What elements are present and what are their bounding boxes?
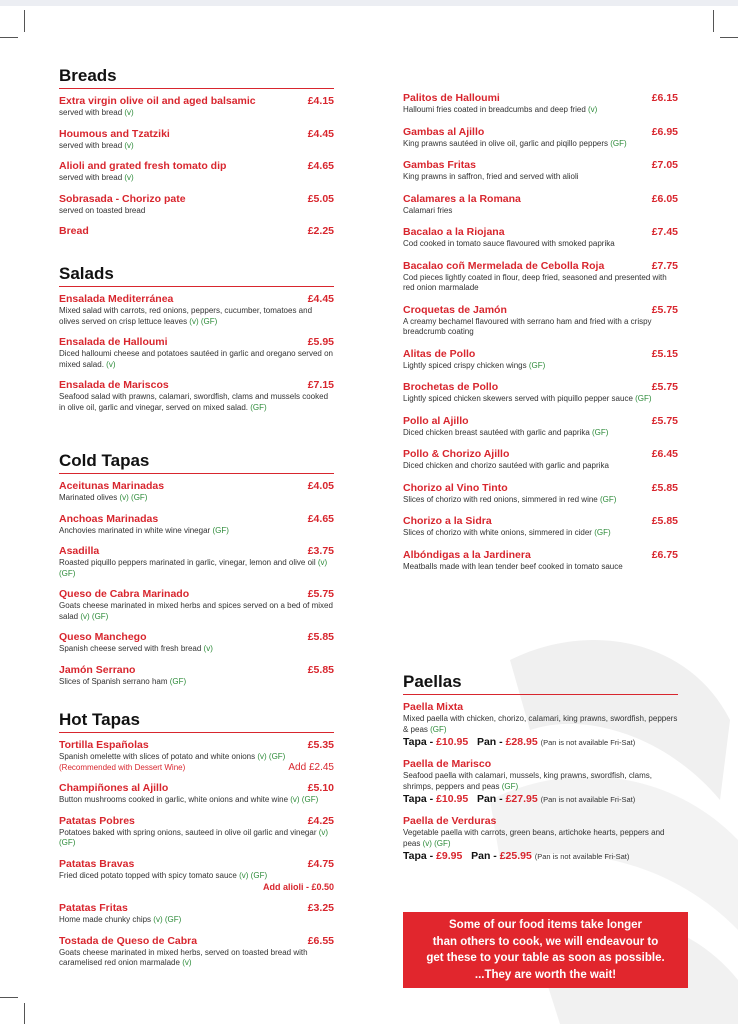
item-name: Asadilla — [59, 545, 100, 557]
menu-item — [59, 128, 334, 152]
item-description — [59, 752, 334, 773]
right-column — [403, 92, 678, 582]
menu-item-row — [59, 739, 334, 752]
paella-prices — [403, 849, 678, 864]
item-price: £7.75 — [651, 259, 678, 272]
dietary-tags: (v) — [124, 140, 134, 150]
crop-mark — [24, 10, 25, 32]
menu-item — [59, 160, 334, 184]
paella-item — [403, 758, 678, 807]
item-name: Pollo al Ajillo — [403, 414, 469, 427]
dietary-tags: (GF) — [501, 781, 519, 791]
menu-item — [59, 815, 334, 849]
section-title: Hot Tapas — [59, 710, 140, 729]
dietary-tags: (v) (GF) — [59, 558, 328, 578]
dietary-tags: (GF) — [212, 525, 229, 535]
dietary-tags: (GF) — [594, 528, 611, 537]
dietary-tags: (GF) — [635, 394, 652, 403]
menu-item — [403, 348, 678, 372]
menu-item — [59, 935, 334, 969]
description-text: Cod pieces lightly coated in flour, deep fried, seasoned and presented with red onion marmalade — [403, 272, 667, 292]
menu-item-row — [59, 480, 334, 493]
item-name: Champiñones al Ajillo — [59, 782, 169, 794]
recommendation: (Recommended with Dessert Wine) — [59, 762, 186, 772]
menu-item — [403, 381, 678, 405]
item-description — [403, 771, 678, 792]
pan-note: (Pan is not available Fri-Sat) — [540, 738, 636, 747]
paella-item — [403, 815, 678, 864]
description-text: Home made chunky chips — [59, 915, 152, 924]
item-name: Patatas Fritas — [59, 902, 128, 914]
menu-item — [59, 225, 334, 238]
item-price: £5.95 — [307, 336, 334, 348]
description-text: A creamy bechamel flavoured with serrano ham and fried with a crispy breadcrumb coating — [403, 316, 652, 336]
menu-item — [403, 448, 678, 472]
item-name: Tostada de Queso de Cabra — [59, 934, 198, 947]
item-description — [59, 558, 334, 579]
item-name: Bacalao a la Riojana — [403, 226, 505, 238]
item-name: Paella Mixta — [403, 701, 464, 713]
item-price: £4.05 — [307, 480, 334, 492]
menu-item-row — [403, 515, 678, 528]
menu-item-row — [59, 782, 334, 795]
breads-list — [59, 95, 334, 238]
dietary-tags: (v) (GF) — [239, 870, 268, 880]
item-description — [403, 139, 678, 150]
tapa-label: Tapa - — [403, 850, 434, 862]
paellas-list — [403, 701, 678, 864]
menu-item — [59, 336, 334, 370]
menu-item — [403, 482, 678, 506]
description-text: Button mushrooms cooked in garlic, white onions and white wine — [59, 795, 289, 804]
item-name: Sobrasada - Chorizo pate — [59, 192, 186, 205]
dietary-tags: (v) — [124, 173, 134, 182]
item-name: Gambas al Ajillo — [403, 125, 485, 138]
menu-item-row — [403, 482, 678, 495]
item-name: Bread — [59, 225, 89, 237]
menu-item-row — [59, 902, 334, 915]
description-text: Diced chicken breast sautéed with garlic and paprika — [403, 427, 590, 437]
menu-item-row — [59, 588, 334, 601]
description-text: Calamari fries — [403, 205, 453, 215]
item-name: Tortilla Españolas — [59, 739, 149, 751]
item-price: £5.05 — [307, 192, 334, 205]
menu-item-row — [403, 92, 678, 105]
section-rule — [403, 694, 678, 695]
dietary-tags: (v) (GF) — [422, 838, 451, 848]
pan-price: £27.95 — [505, 793, 538, 805]
menu-item-row — [59, 513, 334, 526]
item-description — [403, 361, 678, 372]
description-text: Slices of Spanish serrano ham — [59, 676, 168, 686]
menu-item-row — [403, 549, 678, 562]
item-description — [59, 948, 334, 969]
item-price: £7.45 — [651, 226, 678, 238]
description-text: Goats cheese marinated in mixed herbs, served on toasted bread with caramelised red onion marmalade — [59, 947, 308, 967]
item-price: £5.85 — [307, 631, 334, 643]
menu-item-row — [59, 225, 334, 238]
menu-item — [59, 513, 334, 537]
menu-item-row — [403, 448, 678, 461]
dietary-tags: (v) (GF) — [189, 316, 218, 326]
section-rule — [59, 286, 334, 287]
cold-tapas-list — [59, 480, 334, 687]
menu-item-row — [59, 858, 334, 871]
description-text: Meatballs made with lean tender beef cooked in tomato sauce — [403, 561, 623, 571]
item-description — [403, 239, 678, 250]
menu-item-row — [403, 381, 678, 394]
description-text: Seafood paella with calamari, mussels, king prawns, swordfish, clams, shrimps, peppers and peas — [403, 771, 652, 791]
menu-item-row — [59, 336, 334, 349]
item-name: Patatas Pobres — [59, 814, 135, 827]
description-text: served with bread — [59, 140, 123, 150]
dietary-tags: (GF) — [169, 676, 187, 686]
menu-item — [403, 415, 678, 439]
crop-mark — [720, 37, 738, 38]
item-description — [403, 172, 678, 183]
menu-item — [403, 260, 678, 294]
item-name: Palitos de Halloumi — [403, 92, 500, 104]
pan-label: Pan - — [476, 736, 503, 748]
item-price: £5.75 — [651, 303, 678, 316]
description-text: Anchovies marinated in white wine vinegar — [59, 525, 211, 535]
description-text: Mixed salad with carrots, red onions, peppers, cucumber, tomatoes and olives served on crisp lettuce leaves — [59, 306, 313, 326]
dietary-tags: (v) (GF) — [59, 827, 329, 847]
item-price: £6.75 — [651, 548, 678, 561]
menu-item-row — [403, 226, 678, 239]
menu-item-row — [403, 304, 678, 317]
item-name: Anchoas Marinadas — [59, 512, 159, 525]
item-description — [59, 141, 334, 152]
left-column — [59, 66, 334, 967]
cold-tapas-section — [59, 451, 334, 696]
item-name: Alioli and grated fresh tomato dip — [59, 160, 227, 172]
item-price: £5.85 — [651, 481, 678, 494]
salads-list — [59, 293, 334, 413]
item-description — [403, 394, 678, 405]
item-price: £7.15 — [307, 379, 334, 391]
item-price: £5.75 — [307, 588, 334, 600]
item-description — [59, 173, 334, 184]
menu-item-row — [59, 193, 334, 206]
item-name: Albóndigas a la Jardinera — [403, 548, 531, 561]
menu-item-row — [403, 126, 678, 139]
description-text: Diced chicken and chorizo sautéed with garlic and paprika — [403, 461, 609, 470]
item-name: Houmous and Tzatziki — [59, 127, 170, 140]
item-description — [59, 108, 334, 119]
item-name: Jamón Serrano — [59, 663, 136, 676]
item-name: Bacalao coñ Mermelada de Cebolla Roja — [403, 259, 605, 272]
crop-mark — [24, 1003, 25, 1024]
description-text: Vegetable paella with carrots, green beans, artichoke hearts, peppers and peas — [403, 828, 665, 848]
description-text: Lightly spiced chicken skewers served with piquillo pepper sauce — [403, 394, 633, 403]
item-name: Queso Manchego — [59, 631, 147, 643]
dietary-tags: (v) — [203, 644, 213, 653]
description-text: served on toasted bread — [59, 205, 146, 215]
dietary-tags: (GF) — [599, 494, 617, 504]
dietary-tags: (v) (GF) — [80, 611, 109, 621]
item-price: £7.05 — [651, 159, 678, 171]
crop-mark — [0, 37, 18, 38]
item-name: Ensalada de Mariscos — [59, 379, 169, 391]
item-description — [403, 105, 678, 116]
tapa-price: £10.95 — [436, 793, 469, 805]
item-description — [59, 677, 334, 688]
description-text: served with bread — [59, 108, 123, 117]
item-description — [59, 306, 334, 327]
item-price: £6.95 — [651, 125, 678, 138]
dietary-tags: (GF) — [592, 427, 609, 437]
notice-line: than others to cook, we will endeavour to — [432, 935, 659, 948]
menu-item — [59, 545, 334, 579]
menu-item-row — [403, 193, 678, 206]
item-price: £5.75 — [651, 414, 678, 427]
item-description — [59, 392, 334, 413]
item-price: £6.45 — [651, 448, 678, 460]
dietary-tags: (GF) — [250, 402, 267, 412]
hot-tapas-section — [59, 710, 334, 978]
menu-item-row — [59, 815, 334, 828]
crop-mark — [0, 997, 18, 998]
dietary-tags: (v) (GF) — [290, 795, 319, 804]
item-name: Patatas Bravas — [59, 857, 135, 870]
description-text: Roasted piquillo peppers marinated in garlic, vinegar, lemon and olive oil — [59, 558, 316, 567]
menu-item — [59, 631, 334, 655]
menu-item-row — [59, 664, 334, 677]
description-text: Spanish cheese served with fresh bread — [59, 644, 202, 653]
item-description — [403, 461, 678, 472]
hot-tapas-list — [59, 739, 334, 969]
item-name: Pollo & Chorizo Ajillo — [403, 448, 510, 460]
item-price: £6.15 — [651, 92, 678, 104]
tapa-price: £9.95 — [436, 850, 463, 862]
item-price: £5.85 — [307, 663, 334, 676]
pan-note: (Pan is not available Fri-Sat) — [534, 852, 630, 861]
paella-item — [403, 701, 678, 750]
menu-item — [403, 159, 678, 183]
menu-item — [403, 304, 678, 338]
dietary-tags: (v) (GF) — [257, 752, 286, 761]
item-description — [403, 428, 678, 439]
item-price: £3.25 — [307, 902, 334, 914]
menu-item — [59, 379, 334, 413]
section-title: Salads — [59, 264, 114, 283]
crop-mark — [713, 10, 714, 32]
menu-item-row — [59, 935, 334, 948]
item-price: £4.65 — [307, 512, 334, 525]
item-price: £4.25 — [307, 814, 334, 827]
paella-prices — [403, 792, 678, 807]
addon-price: Add £2.45 — [288, 761, 334, 773]
description-text: Seafood salad with prawns, calamari, swordfish, clams and mussels cooked in olive oil, garlic and vinegar, served on mixed salad. — [59, 392, 329, 412]
menu-item-row — [59, 545, 334, 558]
item-description — [403, 828, 678, 849]
menu-item-row — [59, 95, 334, 108]
item-price: £5.15 — [651, 347, 678, 360]
salads-section — [59, 264, 334, 422]
item-price: £5.75 — [651, 381, 678, 393]
description-text: Marinated olives — [59, 493, 118, 502]
menu-item-row — [403, 348, 678, 361]
tapa-label: Tapa - — [403, 793, 434, 805]
pan-label: Pan - — [476, 793, 503, 805]
menu-item — [59, 293, 334, 327]
description-text: Lightly spiced crispy chicken wings — [403, 360, 527, 370]
menu-item — [59, 858, 334, 894]
menu-item-row — [403, 415, 678, 428]
item-description — [59, 601, 334, 622]
menu-item — [403, 515, 678, 539]
menu-item-row — [59, 631, 334, 644]
description-text: Goats cheese marinated in mixed herbs and spices served on a bed of mixed salad — [59, 601, 333, 621]
description-text: Potatoes baked with spring onions, sauteed in olive oil garlic and vinegar — [59, 827, 317, 837]
menu-item-row — [59, 379, 334, 392]
right-tapas-list — [403, 92, 678, 572]
notice-box — [403, 912, 688, 988]
dietary-tags: (GF) — [610, 138, 627, 148]
description-text: Cod cooked in tomato sauce flavoured with smoked paprika — [403, 239, 615, 248]
item-description — [59, 915, 334, 926]
dietary-tags: (GF) — [528, 360, 546, 370]
description-text: Halloumi fries coated in breadcumbs and deep fried — [403, 105, 586, 114]
menu-item — [403, 549, 678, 573]
menu-item-row — [59, 160, 334, 173]
item-name: Brochetas de Pollo — [403, 381, 499, 393]
dietary-tags: (GF) — [430, 724, 447, 734]
item-price: £6.05 — [651, 192, 678, 205]
description-text: served with bread — [59, 173, 123, 182]
item-price: £6.55 — [307, 934, 334, 947]
menu-item — [59, 480, 334, 504]
item-description — [403, 317, 678, 338]
section-rule — [59, 88, 334, 89]
item-name: Gambas Fritas — [403, 159, 476, 171]
top-bar — [0, 0, 738, 6]
item-description — [59, 644, 334, 655]
notice-line: get these to your table as soon as possible. — [426, 952, 665, 964]
pan-price: £28.95 — [505, 736, 538, 748]
breads-section — [59, 66, 334, 238]
item-price: £2.25 — [307, 225, 334, 237]
description-text: Slices of chorizo with white onions, simmered in cider — [403, 528, 592, 537]
description-text: Spanish omelette with slices of potato and white onions — [59, 752, 256, 761]
section-title: Paellas — [403, 672, 462, 691]
item-description — [59, 871, 334, 882]
menu-item — [59, 664, 334, 688]
dietary-tags: (v) — [588, 105, 598, 114]
menu-item-row — [59, 293, 334, 306]
item-name: Paella de Verduras — [403, 815, 497, 827]
menu-item — [59, 588, 334, 622]
item-price: £4.45 — [307, 293, 334, 305]
item-name: Extra virgin olive oil and aged balsamic — [59, 95, 256, 107]
item-price: £5.85 — [651, 515, 678, 527]
item-name: Ensalada Mediterránea — [59, 293, 174, 305]
menu-item-row — [59, 128, 334, 141]
description-text: Diced halloumi cheese and potatoes sautéed in garlic and oregano served on mixed salad. — [59, 349, 333, 369]
description-text: Fried diced potato topped with spicy tomato sauce — [59, 870, 237, 880]
item-description — [59, 206, 334, 217]
description-text: King prawns sautéed in olive oil, garlic and piqillo peppers — [403, 138, 609, 148]
item-name: Croquetas de Jamón — [403, 303, 507, 316]
tapa-label: Tapa - — [403, 736, 434, 748]
pan-price: £25.95 — [499, 850, 532, 862]
item-name: Aceitunas Marinadas — [59, 480, 165, 492]
menu-item — [59, 782, 334, 806]
menu-item — [403, 126, 678, 150]
item-description — [59, 828, 334, 849]
section-rule — [59, 473, 334, 474]
menu-item — [59, 739, 334, 773]
menu-item-row — [403, 260, 678, 273]
item-description — [59, 493, 334, 504]
menu-item — [403, 226, 678, 250]
addon-note: Add alioli - £0.50 — [262, 882, 334, 892]
dietary-tags: (v) — [182, 958, 192, 967]
item-description — [403, 206, 678, 217]
item-description — [403, 495, 678, 506]
paellas-section — [403, 672, 678, 872]
item-description — [59, 349, 334, 370]
item-name: Calamares a la Romana — [403, 192, 521, 205]
menu-item-row — [403, 159, 678, 172]
section-rule — [59, 732, 334, 733]
description-text: Mixed paella with chicken, chorizo, calamari, king prawns, swordfish, peppers & peas — [403, 714, 678, 734]
paella-prices — [403, 735, 678, 750]
dietary-tags: (v) — [124, 108, 134, 117]
item-price: £5.10 — [307, 782, 334, 794]
item-price: £5.35 — [307, 739, 334, 751]
dietary-tags: (v) — [106, 359, 116, 369]
tapa-price: £10.95 — [436, 736, 469, 748]
menu-item — [403, 92, 678, 116]
item-price: £3.75 — [307, 545, 334, 557]
section-title: Cold Tapas — [59, 451, 150, 470]
item-price: £4.65 — [307, 160, 334, 172]
item-description — [59, 526, 334, 537]
item-name: Alitas de Pollo — [403, 347, 476, 360]
description-text: Slices of chorizo with red onions, simmered in red wine — [403, 494, 598, 504]
item-name: Chorizo al Vino Tinto — [403, 481, 508, 494]
menu-item — [59, 902, 334, 926]
dietary-tags: (v) (GF) — [119, 493, 148, 502]
item-name: Ensalada de Halloumi — [59, 336, 168, 348]
item-name: Chorizo a la Sidra — [403, 515, 492, 527]
menu-item — [403, 193, 678, 217]
pan-label: Pan - — [471, 850, 497, 862]
menu-item — [59, 193, 334, 217]
pan-note: (Pan is not available Fri-Sat) — [540, 795, 636, 804]
item-description — [403, 562, 678, 573]
item-name: Queso de Cabra Marinado — [59, 588, 190, 600]
item-description — [403, 714, 678, 735]
description-text: King prawns in saffron, fried and served with alioli — [403, 172, 579, 181]
item-price: £4.75 — [307, 857, 334, 870]
dietary-tags: (v) (GF) — [153, 915, 182, 924]
item-name: Paella de Marisco — [403, 758, 492, 770]
item-price: £4.45 — [307, 127, 334, 140]
section-title: Breads — [59, 66, 117, 85]
item-description — [59, 795, 334, 806]
notice-line: Some of our food items take longer — [449, 919, 642, 931]
item-price: £4.15 — [307, 95, 334, 107]
notice-line: ...They are worth the wait! — [474, 968, 617, 981]
item-description — [403, 528, 678, 539]
item-description — [403, 273, 678, 294]
menu-item — [59, 95, 334, 119]
